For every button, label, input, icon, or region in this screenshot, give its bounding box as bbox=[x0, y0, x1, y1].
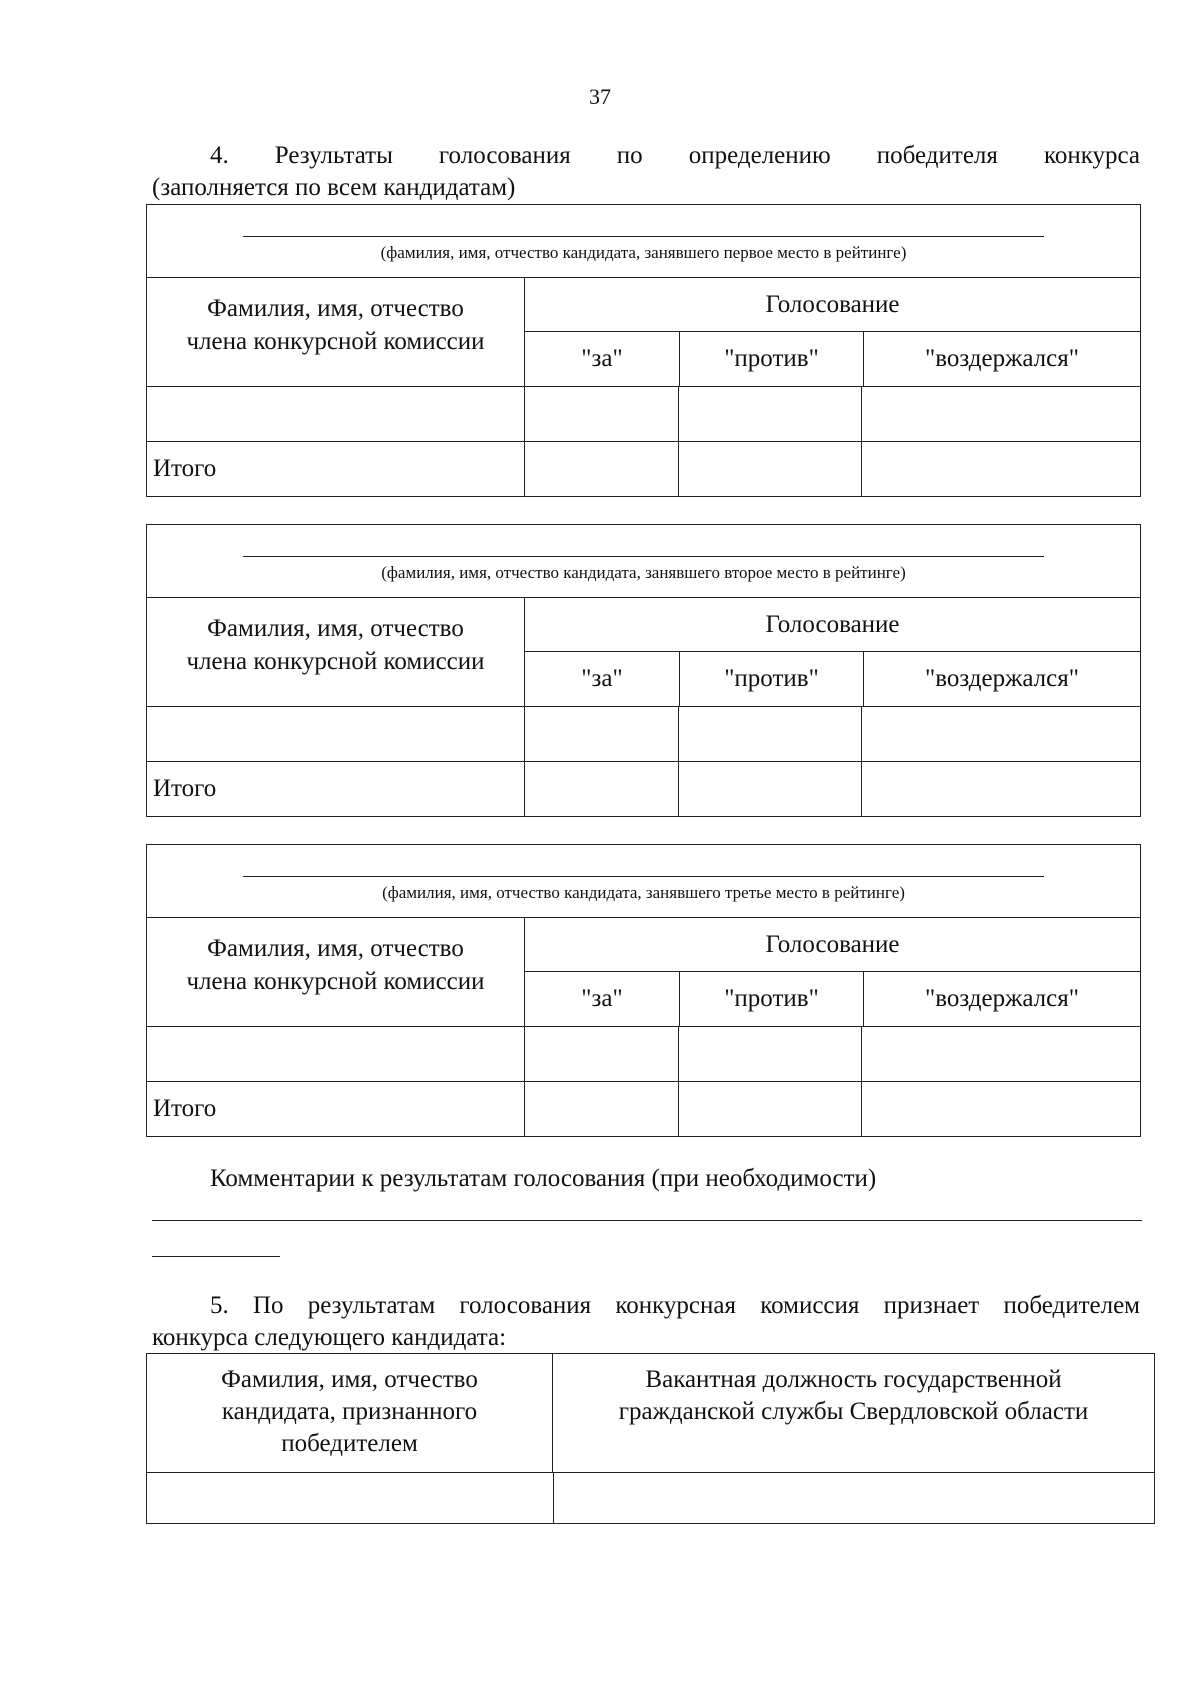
total-against-cell[interactable] bbox=[679, 442, 862, 496]
member-header: Фамилия, имя, отчество члена конкурсной комиссии bbox=[147, 598, 525, 706]
comments-line-short[interactable] bbox=[152, 1256, 280, 1257]
table-row bbox=[147, 387, 1140, 442]
table-row bbox=[147, 1473, 1154, 1523]
winner-name-cell[interactable] bbox=[147, 1473, 554, 1523]
against-cell[interactable] bbox=[679, 1027, 862, 1081]
against-header: "против" bbox=[680, 652, 864, 706]
total-abstained-cell[interactable] bbox=[862, 442, 1140, 496]
total-for-cell[interactable] bbox=[525, 1082, 679, 1136]
member-header: Фамилия, имя, отчество члена конкурсной комиссии bbox=[147, 278, 525, 386]
total-against-cell[interactable] bbox=[679, 762, 862, 816]
section4-heading-cont: (заполняется по всем кандидатам) bbox=[152, 174, 516, 201]
vote-header: Голосование bbox=[525, 278, 1140, 332]
total-label: Итого bbox=[147, 1082, 525, 1136]
abstained-header: "воздержался" bbox=[925, 985, 1079, 1012]
table-header bbox=[147, 278, 1140, 387]
total-for-cell[interactable] bbox=[525, 762, 679, 816]
candidate-caption: (фамилия, имя, отчество кандидата, занявшего первое место в рейтинге) bbox=[380, 243, 907, 262]
against-cell[interactable] bbox=[679, 707, 862, 761]
candidate-caption: (фамилия, имя, отчество кандидата, занявшего второе место в рейтинге) bbox=[381, 563, 906, 582]
total-label: Итого bbox=[147, 762, 525, 816]
page-number: 37 bbox=[589, 84, 611, 109]
vacancy-cell[interactable] bbox=[554, 1473, 1154, 1523]
vacancy-header: Вакантная должность государственной гражданской службы Свердловской области bbox=[618, 1366, 1089, 1425]
member-cell[interactable] bbox=[147, 1027, 525, 1081]
total-label: Итого bbox=[147, 442, 525, 496]
candidate-name-line[interactable] bbox=[243, 876, 1044, 877]
total-abstained-cell[interactable] bbox=[862, 762, 1140, 816]
for-cell[interactable] bbox=[525, 1027, 679, 1081]
vote-header-group bbox=[525, 918, 1140, 1026]
vote-table-third-place bbox=[146, 844, 1141, 1137]
abstained-header: "воздержался" bbox=[925, 345, 1079, 372]
vote-table-second-place bbox=[146, 524, 1141, 817]
table-header bbox=[147, 918, 1140, 1027]
candidate-name-line[interactable] bbox=[243, 556, 1044, 557]
table-row bbox=[147, 1027, 1140, 1082]
section4-heading: 4. Результаты голосования по определению победителя конкурса bbox=[210, 142, 1140, 169]
member-header: Фамилия, имя, отчество члена конкурсной комиссии bbox=[147, 918, 525, 1026]
member-cell[interactable] bbox=[147, 707, 525, 761]
against-header: "против" bbox=[680, 332, 864, 386]
winner-table-header bbox=[147, 1354, 1154, 1473]
candidate-caption: (фамилия, имя, отчество кандидата, занявшего третье место в рейтинге) bbox=[382, 883, 905, 902]
against-cell[interactable] bbox=[679, 387, 862, 441]
candidate-row bbox=[147, 205, 1140, 278]
winner-name-header: Фамилия, имя, отчество кандидата, признанного победителем bbox=[147, 1354, 553, 1472]
against-header: "против" bbox=[680, 972, 864, 1026]
for-cell[interactable] bbox=[525, 707, 679, 761]
candidate-row bbox=[147, 845, 1140, 918]
member-cell[interactable] bbox=[147, 387, 525, 441]
total-row bbox=[147, 762, 1140, 816]
for-header: "за" bbox=[525, 332, 680, 386]
vote-header-group bbox=[525, 598, 1140, 706]
vote-header: Голосование bbox=[525, 918, 1140, 972]
for-cell[interactable] bbox=[525, 387, 679, 441]
total-for-cell[interactable] bbox=[525, 442, 679, 496]
total-row bbox=[147, 442, 1140, 496]
total-against-cell[interactable] bbox=[679, 1082, 862, 1136]
abstained-header: "воздержался" bbox=[925, 665, 1079, 692]
section5-text-cont: конкурса следующего кандидата: bbox=[152, 1324, 507, 1351]
table-header bbox=[147, 598, 1140, 707]
vote-header-group bbox=[525, 278, 1140, 386]
for-header: "за" bbox=[525, 652, 680, 706]
section5-text: 5. По результатам голосования конкурсная комиссия признает победителем bbox=[210, 1292, 1140, 1319]
candidate-name-line[interactable] bbox=[243, 236, 1044, 237]
abstained-cell[interactable] bbox=[862, 387, 1140, 441]
comments-line[interactable] bbox=[152, 1220, 1142, 1221]
winner-table bbox=[146, 1353, 1155, 1524]
for-header: "за" bbox=[525, 972, 680, 1026]
candidate-row bbox=[147, 525, 1140, 598]
total-abstained-cell[interactable] bbox=[862, 1082, 1140, 1136]
total-row bbox=[147, 1082, 1140, 1136]
comments-label: Комментарии к результатам голосования (при необходимости) bbox=[210, 1165, 877, 1192]
table-row bbox=[147, 707, 1140, 762]
abstained-cell[interactable] bbox=[862, 707, 1140, 761]
vote-header: Голосование bbox=[525, 598, 1140, 652]
vote-table-first-place bbox=[146, 204, 1141, 497]
abstained-cell[interactable] bbox=[862, 1027, 1140, 1081]
